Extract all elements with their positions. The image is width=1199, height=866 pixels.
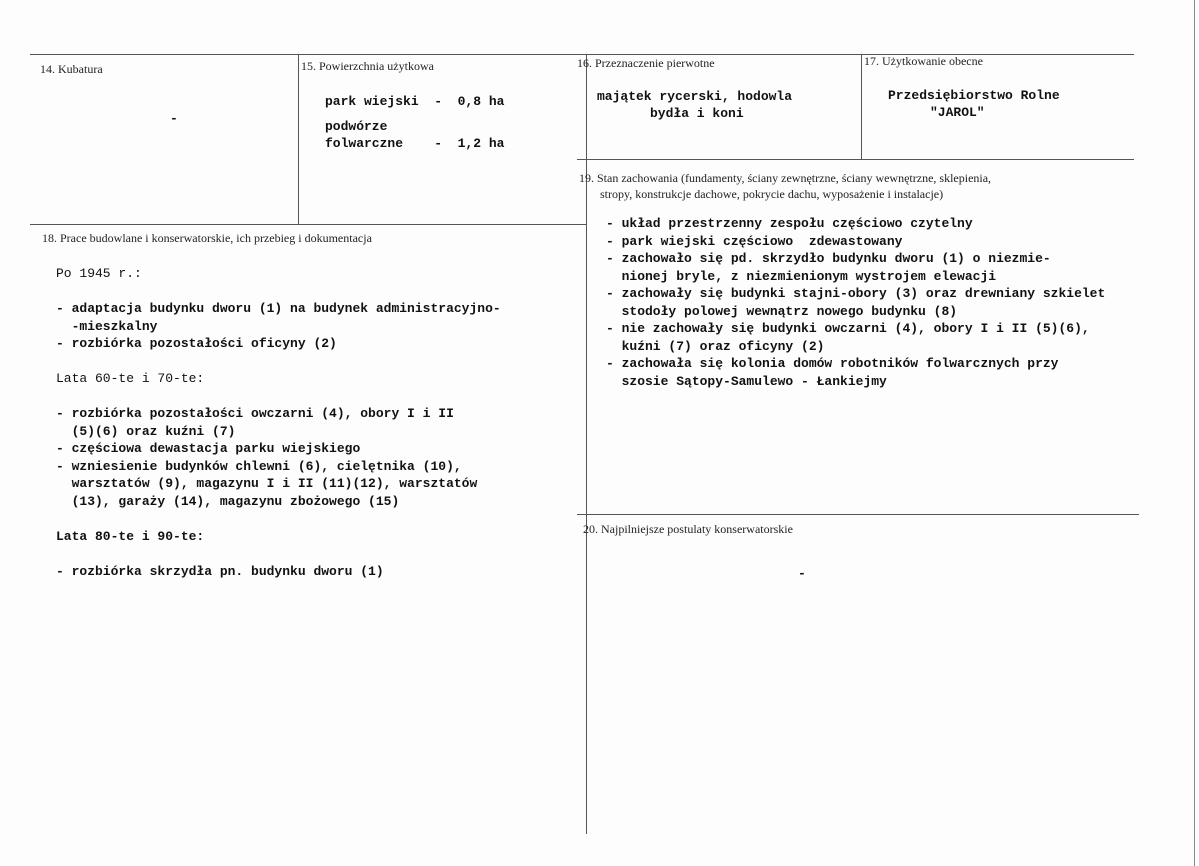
field-18-line: Lata 60-te i 70-te: [56, 371, 205, 386]
field-18-line: (13), garaży (14), magazynu zbożowego (15) [56, 493, 400, 509]
field-18-line: - adaptacja budynku dworu (1) na budynek administracyjno- [56, 301, 501, 316]
field-19-line: nionej bryle, z niezmienionym wystrojem elewacji [606, 268, 997, 284]
divider-16-17 [861, 54, 862, 160]
field-19-line: - nie zachowały się budynki owczarni (4), obory I i II (5)(6), [606, 321, 1090, 336]
field-18-line: (5)(6) oraz kuźni (7) [56, 423, 236, 439]
field-19-line: kuźni (7) oraz oficyny (2) [606, 338, 825, 354]
field-18-line: - rozbiórka skrzydła pn. budynku dworu (1) [56, 563, 384, 579]
field-19-label-cont: stropy, konstrukcje dachowe, pokrycie dachu, wyposażenie i instalacje) [600, 187, 944, 201]
field-19-line: szosie Sątopy-Samulewo - Łankiejmy [606, 373, 887, 389]
field-15-label: 15. Powierzchnia użytkowa [301, 59, 434, 73]
field-16-line: bydła i koni [650, 106, 744, 121]
field-18-line: - rozbiórka pozostałości owczarni (4), obory I i II [56, 406, 454, 421]
rule-above-18 [30, 224, 586, 225]
field-19-line: - zachowało się pd. skrzydło budynku dworu (1) o niezmie- [606, 251, 1051, 266]
field-18-line: warsztatów (9), magazynu I i II (11)(12), warsztatów [56, 476, 478, 491]
field-19-text [606, 215, 1105, 390]
field-14-value: - [170, 111, 178, 126]
field-18-line [56, 510, 501, 528]
scan-edge [1194, 0, 1195, 866]
field-19-line: - zachowały się budynki stajni-obory (3) oraz drewniany szkielet [606, 286, 1106, 301]
field-20-label: 20. Najpilniejsze postulaty konserwatorskie [583, 522, 793, 536]
field-18-line [56, 545, 501, 563]
field-18-line: - rozbiórka pozostałości oficyny (2) [56, 336, 337, 351]
field-18-line [56, 283, 501, 301]
divider-14-15 [298, 54, 299, 225]
field-18-line: Lata 80-te i 90-te: [56, 528, 205, 544]
field-15-line: podwórze [325, 119, 388, 134]
field-18-line [56, 388, 501, 406]
field-17-line: "JAROL" [930, 105, 985, 120]
field-15-line: folwarczne - 1,2 ha [325, 136, 505, 151]
field-18-line: -mieszkalny [56, 318, 158, 334]
rule-below-17 [577, 159, 1134, 160]
field-20-value: - [798, 566, 806, 581]
field-19-label: 19. Stan zachowania (fundamenty, ściany zewnętrzne, ściany wewnętrzne, sklepienia, [579, 171, 992, 185]
field-17-label: 17. Użytkowanie obecne [864, 54, 983, 68]
field-17-line: Przedsiębiorstwo Rolne [888, 88, 1060, 103]
field-15-line: park wiejski - 0,8 ha [325, 94, 505, 109]
field-16-line: majątek rycerski, hodowla [597, 89, 793, 104]
rule-above-20 [577, 514, 1139, 515]
field-19-line: - park wiejski częściowo zdewastowany [606, 233, 903, 249]
field-18-line [56, 353, 501, 371]
field-18-label: 18. Prace budowlane i konserwatorskie, ich przebieg i dokumentacja [42, 231, 372, 245]
field-18-line: - wzniesienie budynków chlewni (6), cielętnika (10), [56, 458, 462, 474]
field-14-label: 14. Kubatura [40, 62, 103, 76]
field-18-line: Po 1945 r.: [56, 266, 142, 281]
field-16-label: 16. Przeznaczenie pierwotne [577, 56, 715, 70]
field-19-line: - układ przestrzenny zespołu częściowo czytelny [606, 216, 973, 231]
field-18-line: - częściowa dewastacja parku wiejskiego [56, 441, 361, 456]
field-19-line: stodoły polowej wewnątrz nowego budynku (8) [606, 303, 958, 319]
field-19-line: - zachowała się kolonia domów robotników folwarcznych przy [606, 356, 1059, 371]
field-18-text [56, 265, 501, 580]
